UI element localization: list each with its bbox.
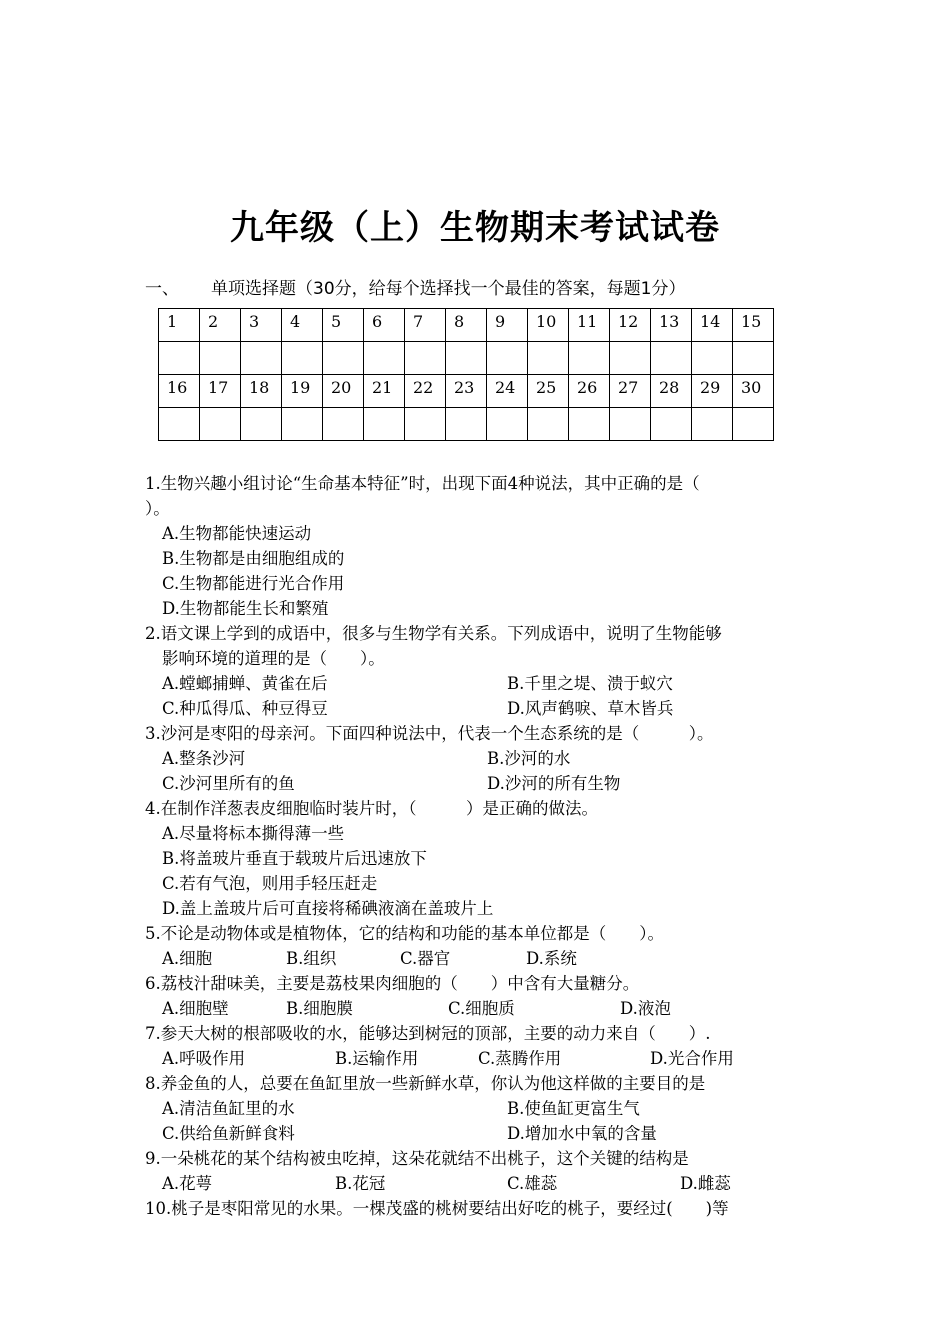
question-5-option-c: C.器官 [400,949,451,968]
question-4-option-c: C.若有气泡，则用手轻压赶走 [162,874,378,893]
question-6-option-a: A.细胞壁 [162,999,229,1018]
question-5-option-d: D.系统 [526,949,577,968]
answer-cell[interactable] [364,342,405,375]
answer-cell[interactable] [241,408,282,441]
section-heading [145,274,685,299]
question-4-stem: 4.在制作洋葱表皮细胞临时装片时，（ ）是正确的做法。 [145,799,598,818]
grid-number: 15 [733,309,774,342]
question-7-stem: 7.参天大树的根部吸收的水，能够达到树冠的顶部，主要的动力来自（ ）. [145,1024,711,1043]
grid-number: 28 [651,375,692,408]
question-2-option-d: D.风声鹤唳、草木皆兵 [507,699,674,718]
grid-number: 13 [651,309,692,342]
answer-cell[interactable] [364,408,405,441]
question-9-option-a: A.花萼 [162,1174,213,1193]
question-5-stem: 5.不论是动物体或是植物体，它的结构和功能的基本单位都是（ ）。 [145,924,664,943]
answer-cell[interactable] [692,408,733,441]
grid-number: 4 [282,309,323,342]
grid-number: 19 [282,375,323,408]
answer-cell[interactable] [405,342,446,375]
question-4-option-a: A.尽量将标本撕得薄一些 [162,824,345,843]
answer-cell[interactable] [692,342,733,375]
question-6-option-b: B.细胞膜 [286,999,353,1018]
grid-number: 20 [323,375,364,408]
question-2-stem-cont: 影响环境的道理的是（ ）。 [162,649,385,668]
answer-grid-numbers-row [159,375,774,408]
question-8-option-b: B.使鱼缸更富生气 [507,1099,640,1118]
question-9-option-d: D.雌蕊 [680,1174,731,1193]
question-3-option-b: B.沙河的水 [487,749,571,768]
grid-number: 21 [364,375,405,408]
question-1-stem: 1.生物兴趣小组讨论“生命基本特征”时，出现下面4种说法，其中正确的是（ [145,474,700,493]
question-6-option-c: C.细胞质 [448,999,515,1018]
grid-number: 26 [569,375,610,408]
question-2-stem: 2.语文课上学到的成语中，很多与生物学有关系。下列成语中，说明了生物能够 [145,624,722,643]
question-1-stem-cont: ）。 [145,499,170,518]
question-3-option-c: C.沙河里所有的鱼 [162,774,295,793]
answer-cell[interactable] [733,408,774,441]
question-9-option-c: C.雄蕊 [507,1174,558,1193]
question-4-option-b: B.将盖玻片垂直于载玻片后迅速放下 [162,849,427,868]
question-10-stem: 10.桃子是枣阳常见的水果。一棵茂盛的桃树要结出好吃的桃子，要经过( )等 [145,1199,729,1218]
question-1-option-a: A.生物都能快速运动 [162,524,312,543]
question-5-option-b: B.组织 [286,949,337,968]
grid-number: 17 [200,375,241,408]
answer-cell[interactable] [733,342,774,375]
answer-cell[interactable] [282,342,323,375]
question-7-option-b: B.运输作用 [335,1049,419,1068]
grid-number: 14 [692,309,733,342]
answer-cell[interactable] [487,342,528,375]
answer-grid-numbers-row [159,309,774,342]
question-8-stem: 8.养金鱼的人，总要在鱼缸里放一些新鲜水草，你认为他这样做的主要目的是 [145,1074,706,1093]
question-9-option-b: B.花冠 [335,1174,386,1193]
grid-number: 7 [405,309,446,342]
section-number: 一、 [145,279,179,299]
question-1-option-b: B.生物都是由细胞组成的 [162,549,345,568]
answer-cell[interactable] [446,342,487,375]
answer-cell[interactable] [528,408,569,441]
answer-cell[interactable] [323,408,364,441]
answer-cell[interactable] [651,408,692,441]
grid-number: 16 [159,375,200,408]
question-9-stem: 9.一朵桃花的某个结构被虫吃掉，这朵花就结不出桃子，这个关键的结构是 [145,1149,689,1168]
grid-number: 3 [241,309,282,342]
grid-number: 2 [200,309,241,342]
answer-cell[interactable] [610,342,651,375]
question-6-stem: 6.荔枝汁甜味美，主要是荔枝果肉细胞的（ ）中含有大量糖分。 [145,974,640,993]
grid-number: 10 [528,309,569,342]
grid-number: 23 [446,375,487,408]
question-3-stem: 3.沙河是枣阳的母亲河。下面四种说法中，代表一个生态系统的是（ ）。 [145,724,714,743]
answer-cell[interactable] [651,342,692,375]
grid-number: 22 [405,375,446,408]
grid-number: 24 [487,375,528,408]
answer-cell[interactable] [200,342,241,375]
grid-number: 9 [487,309,528,342]
grid-number: 27 [610,375,651,408]
section-title: 单项选择题（30分，给每个选择找一个最佳的答案，每题1分） [211,279,686,299]
grid-number: 25 [528,375,569,408]
answer-cell[interactable] [610,408,651,441]
answer-cell[interactable] [569,408,610,441]
question-3-option-d: D.沙河的所有生物 [487,774,621,793]
answer-cell[interactable] [528,342,569,375]
question-6-option-d: D.液泡 [620,999,671,1018]
question-8-option-c: C.供给鱼新鲜食料 [162,1124,295,1143]
question-1-option-c: C.生物都能进行光合作用 [162,574,345,593]
answer-cell[interactable] [323,342,364,375]
answer-grid-blank-row [159,408,774,441]
grid-number: 18 [241,375,282,408]
answer-grid-blank-row [159,342,774,375]
question-3-option-a: A.整条沙河 [162,749,246,768]
answer-cell[interactable] [282,408,323,441]
question-7-option-a: A.呼吸作用 [162,1049,246,1068]
grid-number: 11 [569,309,610,342]
question-5-option-a: A.细胞 [162,949,213,968]
question-7-option-c: C.蒸腾作用 [478,1049,562,1068]
answer-cell[interactable] [405,408,446,441]
answer-cell[interactable] [159,408,200,441]
grid-number: 12 [610,309,651,342]
page-title: 九年级（上）生物期末考试试卷 [230,208,720,248]
grid-number: 6 [364,309,405,342]
answer-cell[interactable] [569,342,610,375]
grid-number: 8 [446,309,487,342]
question-2-option-a: A.螳螂捕蝉、黄雀在后 [162,674,328,693]
question-7-option-d: D.光合作用 [650,1049,734,1068]
question-2-option-b: B.千里之堤、溃于蚁穴 [507,674,673,693]
grid-number: 30 [733,375,774,408]
grid-number: 29 [692,375,733,408]
grid-number: 1 [159,309,200,342]
answer-grid [158,308,774,441]
answer-cell[interactable] [200,408,241,441]
answer-cell[interactable] [159,342,200,375]
question-8-option-d: D.增加水中氧的含量 [507,1124,657,1143]
question-8-option-a: A.清洁鱼缸里的水 [162,1099,295,1118]
question-2-option-c: C.种瓜得瓜、种豆得豆 [162,699,328,718]
question-4-option-d: D.盖上盖玻片后可直接将稀碘液滴在盖玻片上 [162,899,494,918]
grid-number: 5 [323,309,364,342]
answer-cell[interactable] [487,408,528,441]
question-1-option-d: D.生物都能生长和繁殖 [162,599,329,618]
answer-cell[interactable] [241,342,282,375]
answer-cell[interactable] [446,408,487,441]
